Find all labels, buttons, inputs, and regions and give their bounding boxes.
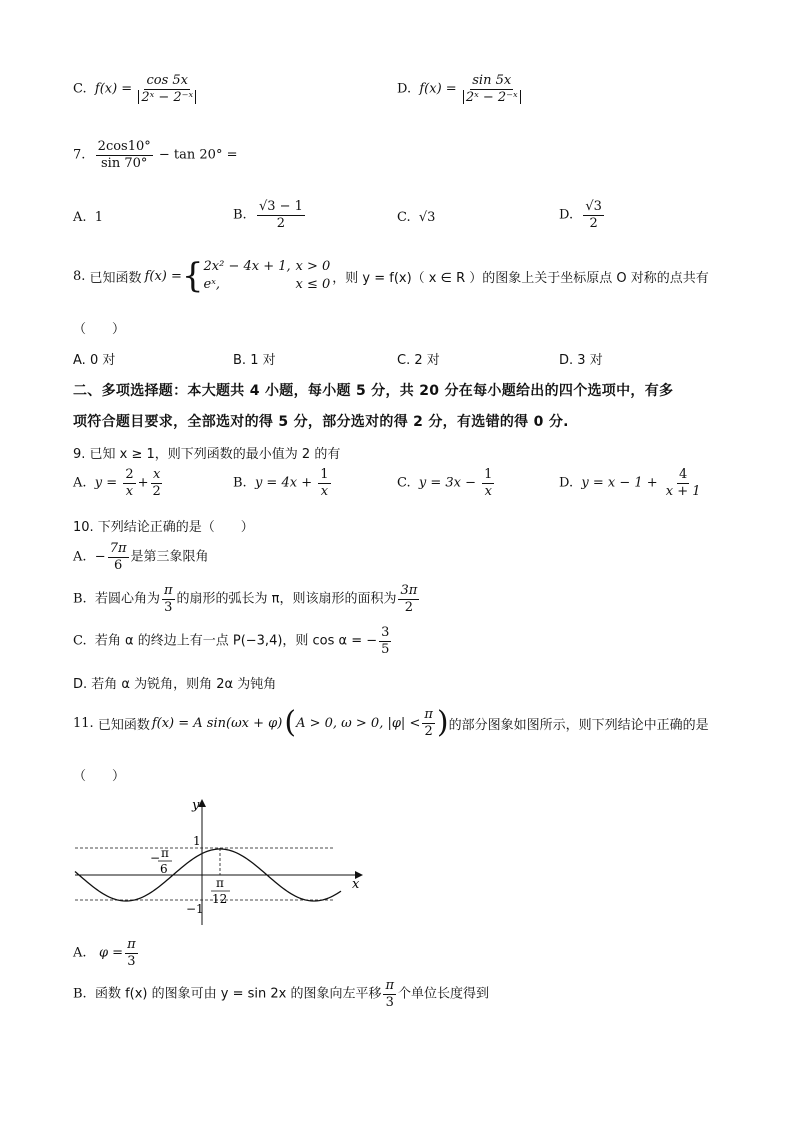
q7-fraction: $\frac{2\cos 10^\circ}{\sin 70^\circ}$ bbox=[97, 139, 151, 171]
q7-option-a: A. 1 bbox=[73, 210, 104, 225]
q7-option-b: B. $\frac{√3 - 1}{2}$ bbox=[233, 199, 303, 231]
q8-answer-paren: （ ） bbox=[73, 322, 126, 337]
q7-option-d: D. $\frac{√3}{2}$ bbox=[559, 199, 602, 231]
q10-stem: 10. 下列结论正确的是（ ） bbox=[73, 520, 254, 535]
tick-1: 1 bbox=[193, 834, 201, 848]
pi12-num: π bbox=[216, 876, 224, 890]
q9-stem: 9. 已知 x ≥ 1，则下列函数的最小值为 2 的有 bbox=[73, 447, 341, 462]
tick-minus-1: −1 bbox=[186, 902, 204, 916]
x-axis-label: x bbox=[352, 877, 360, 892]
q8-option-a: A. 0 对 bbox=[73, 353, 116, 368]
y-axis-label: y bbox=[192, 798, 200, 813]
q8-option-c: C. 2 对 bbox=[397, 353, 440, 368]
q9-option-c: C. y = 3x − $\frac{1}{x}$ bbox=[397, 467, 493, 499]
q9-option-d: D. y = x − 1 + $\frac{4}{x + 1}$ bbox=[559, 467, 701, 499]
q8-option-d: D. 3 对 bbox=[559, 353, 603, 368]
section2-heading-line1: 二、多项选择题：本大题共 4 小题，每小题 5 分，共 20 分在每小题给出的四个选项中，有多 bbox=[73, 383, 674, 399]
q9-option-a: A. y = $\frac{2}{x}$ + $\frac{x}{2}$ bbox=[73, 467, 161, 499]
q8-stem: 8. 已知函数 f(x) = { 2x² − 4x + 1, x > 0 eˣ, x ≤ 0 ，则 y = f(x)（ x ∈ R ）的图象上关于坐标原点 O 对称的点共有 bbox=[73, 256, 709, 296]
q8-option-b: B. 1 对 bbox=[233, 353, 276, 368]
q10-option-a: A. − $\frac{7\pi}{6}$ 是第三象限角 bbox=[73, 541, 209, 573]
neg-pi6-num: π bbox=[161, 846, 169, 860]
q6-option-c: C. f(x) = $\frac{\cos 5x}{\text{2ˣ − 2⁻ˣ}}$ bbox=[73, 74, 198, 104]
pi12-den: 12 bbox=[212, 892, 228, 906]
q7-option-c: C. √3 bbox=[397, 210, 436, 225]
q11-stem: 11. 已知函数 f(x) = A sin(ωx + φ) ( A > 0, ω > 0, |φ| < $\frac{\pi}{2}$ ) 的部分图象如图所示，则下列结论中正确的是 bbox=[73, 705, 709, 741]
q11-sine-graph bbox=[60, 795, 370, 930]
q6-option-d: D. f(x) = $\frac{\sin 5x}{\text{2ˣ − 2⁻ˣ}}$ bbox=[397, 74, 523, 104]
q6-option-d-fraction: $\frac{\sin 5x}{\text{2ˣ − 2⁻ˣ}}$ bbox=[463, 74, 521, 104]
q10-option-b: B. 若圆心角为 $\frac{\pi}{3}$ 的扇形的弧长为 π，则该扇形的面积为 $\frac{3\pi}{2}$ bbox=[73, 583, 418, 615]
q7-stem: 7. $\frac{2\cos 10^\circ}{\sin 70^\circ}$ − tan 20° = bbox=[73, 139, 238, 171]
q10-option-d: D. 若角 α 为锐角，则角 2α 为钝角 bbox=[73, 677, 277, 692]
q8-piecewise-cases: 2x² − 4x + 1, x > 0 eˣ, x ≤ 0 bbox=[203, 259, 331, 292]
q11-option-b: B. 函数 f(x) 的图象可由 y = sin 2x 的图象向左平移 $\frac{\pi}{3}$ 个单位长度得到 bbox=[73, 978, 490, 1010]
neg-pi6-den: 6 bbox=[160, 862, 168, 876]
q11-answer-paren: （ ） bbox=[73, 769, 126, 784]
neg-sign: − bbox=[150, 851, 161, 865]
q9-option-b: B. y = 4x + $\frac{1}{x}$ bbox=[233, 467, 329, 499]
q6-option-c-fraction: $\frac{\cos 5x}{\text{2ˣ − 2⁻ˣ}}$ bbox=[138, 74, 196, 104]
q11-graph-dashed-guides bbox=[75, 848, 335, 900]
q8-piecewise-brace: { bbox=[181, 256, 204, 296]
q11-option-a: A. φ = $\frac{\pi}{3}$ bbox=[73, 937, 136, 969]
q11-graph-axes bbox=[75, 799, 363, 925]
q10-option-c: C. 若角 α 的终边上有一点 P(−3,4)，则 cos α = − $\frac{3}{5}$ bbox=[73, 625, 390, 657]
section2-heading-line2: 项符合题目要求，全部选对的得 5 分，部分选对的得 2 分，有选错的得 0 分. bbox=[73, 414, 569, 430]
